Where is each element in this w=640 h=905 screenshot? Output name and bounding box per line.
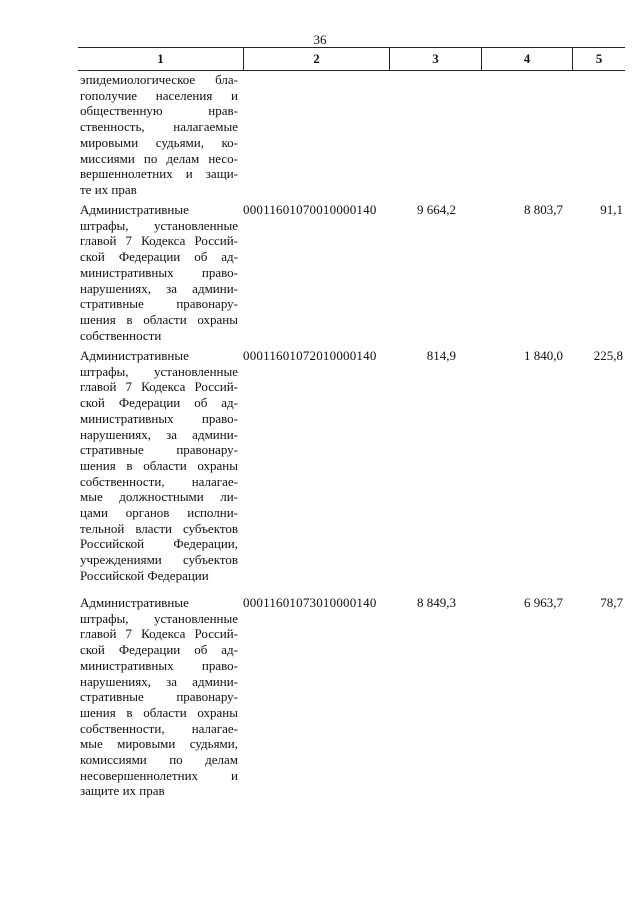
row-name-line: шения в области охраны xyxy=(80,311,238,327)
table-header xyxy=(78,47,625,71)
row-name-line: эпидемиологическое бла- xyxy=(80,72,238,87)
row-name-line: Российской Федерации, xyxy=(80,536,238,552)
row-col3-value: 8 849,3 xyxy=(417,595,456,610)
header-col-5: 5 xyxy=(595,51,603,66)
row-name-line: нарушениях, за админи- xyxy=(80,280,238,296)
row-name-line: стративные правонару- xyxy=(80,296,238,312)
row-name-line: стративные правонару- xyxy=(80,442,238,458)
row-name-line: главой 7 Кодекса Россий- xyxy=(80,626,238,642)
row-name-line: шения в области охраны xyxy=(80,704,238,720)
row-name-line: шения в области охраны xyxy=(80,457,238,473)
row-name-line: тельной власти субъектов xyxy=(80,520,238,536)
row-name-line: главой 7 Кодекса Россий- xyxy=(80,233,238,249)
row-name-line: защите их прав xyxy=(80,783,165,799)
row-name-line: министративных право- xyxy=(80,410,238,426)
row-name-line: Российской Федерации xyxy=(80,567,209,583)
row-name-line: штрафы, установленные xyxy=(80,363,238,379)
row-name-line: ской Федерации об ад- xyxy=(80,249,238,265)
row-code: 00011601072010000140 xyxy=(243,348,377,363)
row-name-line: штрафы, установленные xyxy=(80,217,238,233)
header-col-2: 2 xyxy=(313,51,320,66)
row-name-line: Административные xyxy=(80,348,189,363)
row-col5-value: 225,8 xyxy=(593,348,623,363)
row-code: 00011601073010000140 xyxy=(243,595,377,610)
row-name-line: мировыми судьями, ко- xyxy=(80,134,238,150)
header-col-1: 1 xyxy=(157,51,164,66)
row-name-line: миссиями по делам несо- xyxy=(80,150,238,166)
row-name-line: общественную нрав- xyxy=(80,103,238,119)
row-name-line: штрафы, установленные xyxy=(80,610,238,626)
row-col4-value: 8 803,7 xyxy=(524,202,563,217)
row-name-line: главой 7 Кодекса Россий- xyxy=(80,379,238,395)
row-name-line: Административные xyxy=(80,202,189,217)
row-name xyxy=(80,202,238,343)
row-col4-value: 1 840,0 xyxy=(524,348,563,363)
row-name-line: министративных право- xyxy=(80,657,238,673)
row-name-line: мые мировыми судьями, xyxy=(80,736,238,752)
row-name-line: стративные правонару- xyxy=(80,689,238,705)
page-number: 36 xyxy=(313,32,327,47)
row-name-line: собственности, налагае- xyxy=(80,473,238,489)
row-name-line: министративных право- xyxy=(80,264,238,280)
row-name-line: цами органов исполни- xyxy=(80,505,238,521)
row-name xyxy=(80,72,238,198)
row-name-line: Административные xyxy=(80,595,189,610)
row-name-line: ской Федерации об ад- xyxy=(80,642,238,658)
row-code: 00011601070010000140 xyxy=(243,202,377,217)
row-name-line: собственности xyxy=(80,327,162,343)
row-name-line: те их прав xyxy=(80,181,137,197)
row-name-line: собственности, налагае- xyxy=(80,720,238,736)
row-name xyxy=(80,348,238,584)
header-col-3: 3 xyxy=(432,51,439,66)
row-col4-value: 6 963,7 xyxy=(524,595,563,610)
row-name-line: несовершеннолетних и xyxy=(80,767,238,783)
row-name-line: мые должностными ли- xyxy=(80,489,238,505)
row-col3-value: 814,9 xyxy=(426,348,456,363)
row-col3-value: 9 664,2 xyxy=(417,202,456,217)
row-col5-value: 78,7 xyxy=(600,595,623,610)
row-name-line: ской Федерации об ад- xyxy=(80,395,238,411)
row-name xyxy=(80,595,238,799)
row-name-line: учреждениями субъектов xyxy=(80,552,238,568)
header-col-4: 4 xyxy=(523,51,531,66)
row-name-line: гополучие населения и xyxy=(80,87,238,103)
row-name-line: комиссиями по делам xyxy=(80,752,238,768)
row-name-line: вершеннолетних и защи- xyxy=(80,166,238,182)
row-name-line: ственность, налагаемые xyxy=(80,119,238,135)
row-col5-value: 91,1 xyxy=(600,202,623,217)
row-name-line: нарушениях, за админи- xyxy=(80,426,238,442)
row-name-line: нарушениях, за админи- xyxy=(80,673,238,689)
